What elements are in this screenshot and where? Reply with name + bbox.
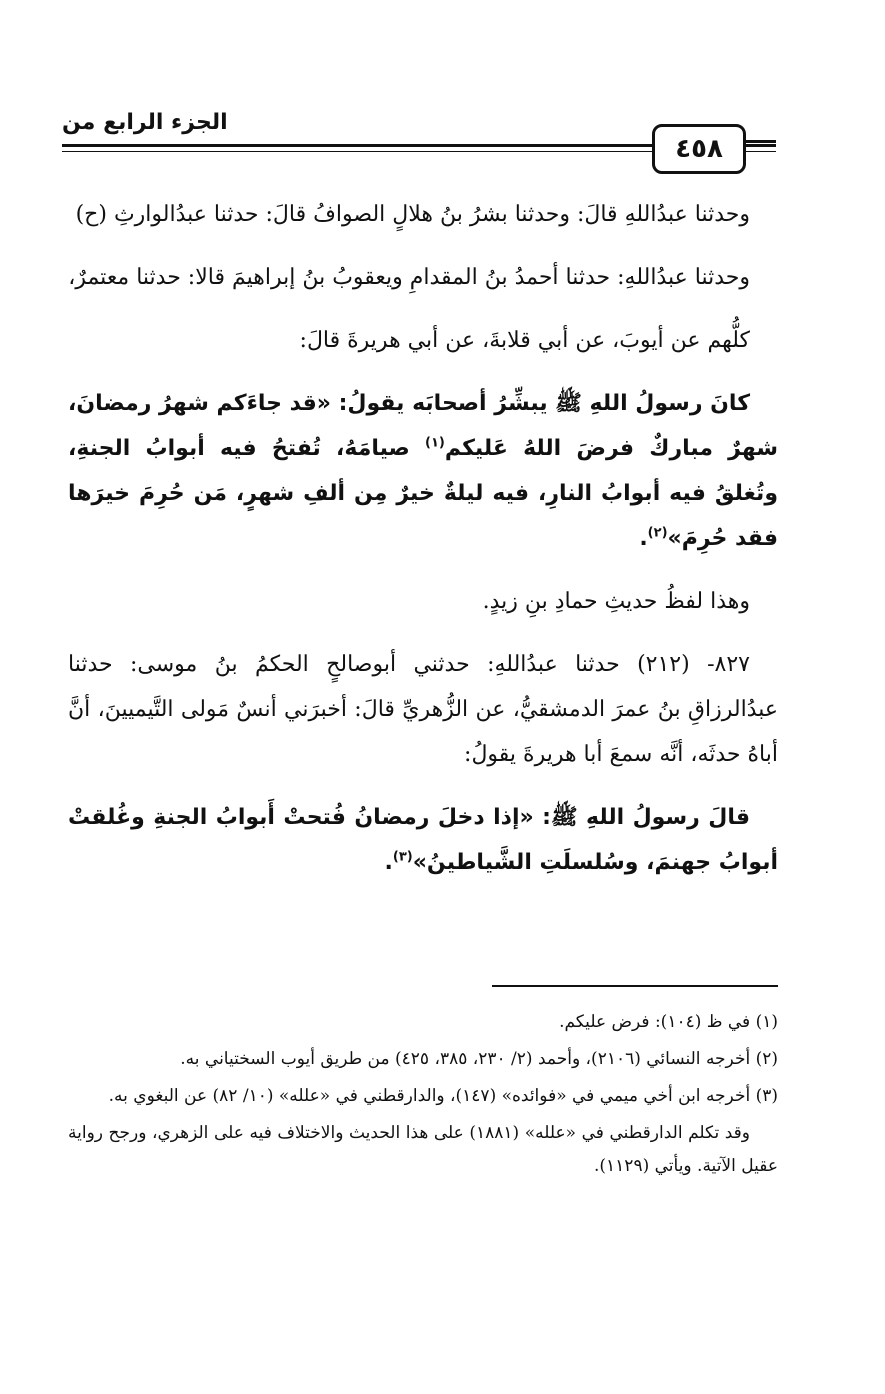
- page-number: ٤٥٨: [675, 134, 723, 164]
- paragraph-hadith-2: [68, 795, 778, 885]
- hadith-1-text-rest: صيامَهُ، تُفتحُ فيه أبوابُ الجنةِ، وتُغلقُ فيه أبوابُ النارِ، فيه ليلةٌ خيرٌ مِن ألفِ شهرٍ، مَن حُرِمَ خيرَها فقد حُرِمَ»: [68, 436, 778, 551]
- hadith-2-end: .: [384, 850, 393, 875]
- paragraph-isnad-2: وحدثنا عبدُاللهِ: حدثنا أحمدُ بنُ المقدامِ ويعقوبُ بنُ إبراهيمَ قالا: حدثنا معتمرٌ،: [68, 265, 750, 290]
- footnote-separator: [492, 985, 778, 987]
- paragraph-isnad-1: وحدثنا عبدُاللهِ قالَ: وحدثنا بشرُ بنُ هلالٍ الصوافُ قالَ: حدثنا عبدُالوارثِ (ح): [75, 202, 750, 227]
- paragraph-hadith-1: [68, 381, 778, 561]
- footnote-ref-3: (٣): [392, 849, 413, 865]
- footnote-1: (١) في ظ (١٠٤): فرض عليكم.: [559, 1012, 778, 1032]
- hadith-2-text: قالَ رسولُ اللهِ ﷺ: «إذا دخلَ رمضانُ فُتحتْ أَبوابُ الجنةِ وغُلقتْ أبوابُ جهنمَ، وسُلسلَتِ الشَّياطينُ»: [68, 805, 778, 875]
- footnote-2: (٢) أخرجه النسائي (٢١٠٦)، وأحمد (٢/ ٢٣٠، ٣٨٥، ٤٢٥) من طريق أيوب السختياني به.: [180, 1049, 778, 1069]
- footnote-3-continued: وقد تكلم الدارقطني في «علله» (١٨٨١) على هذا الحديث والاختلاف فيه على الزهري، ورجح رواية عقيل الآتية. ويأتي (١١٢٩).: [68, 1123, 778, 1176]
- page-number-box-stub: [746, 140, 776, 143]
- footnotes: [68, 1006, 778, 1187]
- paragraph-note: وهذا لفظُ حديثِ حمادِ بنِ زيدٍ.: [482, 589, 750, 614]
- hadith-1-text: كانَ رسولُ اللهِ ﷺ يبشِّرُ أصحابَه يقولُ: «قد جاءَكم شهرُ رمضانَ، شهرٌ مباركٌ فرضَ اللهُ عَليكم: [68, 391, 778, 461]
- footnote-ref-1: (١): [425, 435, 445, 451]
- page-header: [62, 110, 776, 180]
- main-text: [68, 192, 778, 903]
- running-title: الجزء الرابع من: [62, 110, 228, 135]
- footnote-ref-2: (٢): [647, 525, 668, 541]
- footnote-3: (٣) أخرجه ابن أخي ميمي في «فوائده» (١٤٧)، والدارقطني في «علله» (١٠/ ٨٢) عن البغوي به.: [108, 1086, 778, 1106]
- paragraph-isnad-827: ٨٢٧- (٢١٢) حدثنا عبدُاللهِ: حدثني أبوصالحٍ الحكمُ بنُ موسى: حدثنا عبدُالرزاقِ بنُ عمرَ الدمشقيُّ، عن الزُّهريِّ قالَ: أخبرَني أنسٌ مَولى التَّيميينَ، أنَّ أباهُ حدثَه، أنَّه سمعَ أبا هريرةَ يقولُ:: [68, 652, 778, 767]
- page-number-box: [652, 124, 746, 174]
- paragraph-isnad-3: كلُّهم عن أيوبَ، عن أبي قلابةَ، عن أبي هريرةَ قالَ:: [299, 328, 750, 353]
- hadith-1-end: .: [639, 526, 648, 551]
